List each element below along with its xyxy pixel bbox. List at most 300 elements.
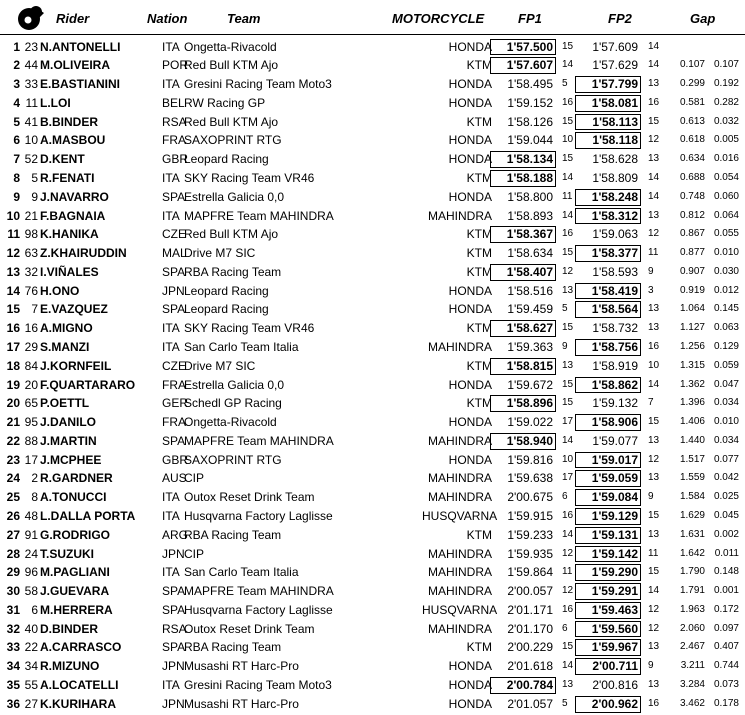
cell-moto: HONDA <box>448 678 492 693</box>
cell-nat: MAL <box>162 246 187 261</box>
cell-l2: 3 <box>648 284 654 296</box>
cell-nat: POR <box>162 58 189 73</box>
cell-fp1: 1'59.044 <box>507 133 553 148</box>
cell-name: P.OETTL <box>40 396 90 411</box>
cell-num: 6 <box>31 602 38 617</box>
header-fp2: FP2 <box>608 11 632 26</box>
cell-name: J.NAVARRO <box>40 189 109 204</box>
cell-gap: 0.613 <box>679 115 705 127</box>
cell-fp2: 1'59.967 <box>580 638 638 657</box>
cell-fp1: 1'58.516 <box>507 283 553 298</box>
cell-moto: HONDA <box>448 133 492 148</box>
cell-fp1: 1'58.634 <box>507 246 553 261</box>
cell-team: Red Bull KTM Ajo <box>184 58 279 73</box>
cell-team: Ongetta-Rivacold <box>184 39 277 54</box>
cell-l2: 15 <box>648 416 660 428</box>
cell-fp1: 1'58.896 <box>495 394 553 413</box>
cell-moto: HONDA <box>448 152 492 167</box>
table-row <box>0 394 745 413</box>
cell-l1: 14 <box>562 59 574 71</box>
table-row <box>0 413 745 432</box>
cell-diff: 0.001 <box>713 585 739 597</box>
cell-l1: 16 <box>562 603 574 615</box>
table-row <box>0 188 745 207</box>
cell-team: RW Racing GP <box>184 95 266 110</box>
table-row <box>0 657 745 676</box>
cell-moto: HONDA <box>448 77 492 92</box>
cell-fp1: 1'58.134 <box>495 150 553 169</box>
cell-pos: 36 <box>6 696 20 711</box>
cell-fp1: 1'59.935 <box>507 546 553 561</box>
cell-diff: 0.010 <box>713 416 739 428</box>
cell-moto: KTM <box>466 246 492 261</box>
cell-nat: JPN <box>162 546 185 561</box>
cell-diff: 0.010 <box>713 247 739 259</box>
cell-num: 91 <box>24 527 38 542</box>
cell-pos: 30 <box>6 584 20 599</box>
cell-diff: 0.012 <box>713 284 739 296</box>
cell-team: RBA Racing Team <box>184 527 282 542</box>
table-row <box>0 526 745 545</box>
cell-nat: ITA <box>162 39 180 54</box>
cell-fp2: 1'58.756 <box>580 338 638 357</box>
cell-name: J.DANILO <box>40 415 97 430</box>
cell-team: Estrella Galicia 0,0 <box>184 189 285 204</box>
cell-nat: ITA <box>162 170 180 185</box>
cell-pos: 19 <box>6 377 20 392</box>
cell-team: San Carlo Team Italia <box>184 565 299 580</box>
cell-team: Estrella Galicia 0,0 <box>184 377 285 392</box>
cell-l1: 17 <box>562 416 574 428</box>
cell-diff: 0.005 <box>713 134 739 146</box>
table-row <box>0 207 745 226</box>
cell-gap: 1.559 <box>679 472 705 484</box>
cell-gap: 3.284 <box>679 679 705 691</box>
cell-l2: 13 <box>648 641 660 653</box>
cell-num: 84 <box>24 358 38 373</box>
cell-fp2: 1'58.564 <box>580 300 638 319</box>
cell-l2: 13 <box>648 209 660 221</box>
cell-fp2: 1'58.419 <box>580 282 638 301</box>
cell-num: 27 <box>24 696 38 711</box>
cell-nat: SPA <box>162 584 186 599</box>
cell-fp2: 1'58.312 <box>580 207 638 226</box>
cell-l2: 14 <box>648 40 660 52</box>
cell-pos: 8 <box>13 170 20 185</box>
cell-nat: ITA <box>162 208 180 223</box>
cell-num: 40 <box>24 621 38 636</box>
cell-num: 41 <box>24 114 38 129</box>
cell-num: 98 <box>24 227 38 242</box>
cell-gap: 1.584 <box>679 491 705 503</box>
cell-pos: 33 <box>6 640 20 655</box>
cell-diff: 0.042 <box>713 472 739 484</box>
cell-l1: 12 <box>562 265 574 277</box>
cell-l2: 13 <box>648 472 660 484</box>
cell-l2: 13 <box>648 434 660 446</box>
table-row <box>0 131 745 150</box>
cell-moto: HONDA <box>448 283 492 298</box>
cell-diff: 0.060 <box>713 190 739 202</box>
cell-name: A.TONUCCI <box>40 490 107 505</box>
cell-nat: ITA <box>162 77 180 92</box>
cell-fp2: 1'58.113 <box>580 113 638 132</box>
cell-l1: 15 <box>562 153 574 165</box>
cell-l1: 15 <box>562 378 574 390</box>
cell-moto: KTM <box>466 58 492 73</box>
cell-diff: 0.407 <box>713 641 739 653</box>
cell-moto: HONDA <box>448 415 492 430</box>
cell-l1: 5 <box>562 78 568 90</box>
cell-l1: 13 <box>562 359 574 371</box>
cell-moto: KTM <box>466 640 492 655</box>
cell-team: SAXOPRINT RTG <box>184 133 282 148</box>
cell-fp2: 1'58.628 <box>592 152 638 167</box>
cell-l2: 13 <box>648 303 660 315</box>
cell-diff: 0.047 <box>713 378 739 390</box>
cell-num: 22 <box>24 640 38 655</box>
header-gap: Gap <box>690 11 716 26</box>
cell-team: Gresini Racing Team Moto3 <box>184 678 332 693</box>
cell-gap: 1.064 <box>679 303 705 315</box>
cell-diff: 0.073 <box>713 679 739 691</box>
cell-name: F.BAGNAIA <box>40 208 106 223</box>
cell-num: 48 <box>24 509 38 523</box>
cell-l2: 11 <box>648 547 659 559</box>
table-row <box>0 169 745 188</box>
cell-fp1: 2'00.229 <box>507 640 553 655</box>
cell-diff: 0.129 <box>713 340 739 352</box>
cell-diff: 0.063 <box>713 322 739 334</box>
cell-moto: HONDA <box>448 659 492 674</box>
header-nation: Nation <box>147 11 188 26</box>
cell-moto: KTM <box>466 358 492 373</box>
cell-team: Drive M7 SIC <box>184 246 256 261</box>
cell-fp1: 2'00.057 <box>507 584 553 599</box>
cell-moto: HONDA <box>448 302 492 317</box>
table-row <box>0 469 745 488</box>
cell-team: Outox Reset Drink Team <box>184 490 315 505</box>
cell-l2: 9 <box>648 491 654 503</box>
header-motorcycle: MOTORCYCLE <box>392 11 485 26</box>
cell-fp2: 1'59.077 <box>592 433 638 448</box>
cell-name: E.BASTIANINI <box>40 77 121 92</box>
cell-team: Leopard Racing <box>184 302 269 317</box>
cell-fp2: 1'59.290 <box>580 563 638 582</box>
cell-fp1: 1'58.893 <box>507 208 553 223</box>
cell-l1: 12 <box>562 585 574 597</box>
cell-name: J.GUEVARA <box>40 584 110 599</box>
cell-diff: 0.064 <box>713 209 739 221</box>
cell-l1: 5 <box>562 303 568 315</box>
cell-name: J.MARTIN <box>40 433 97 448</box>
cell-l1: 9 <box>562 340 568 352</box>
cell-name: L.DALLA PORTA <box>40 509 136 523</box>
cell-gap: 0.907 <box>679 265 705 277</box>
table-row <box>0 319 745 338</box>
cell-num: 33 <box>24 77 38 92</box>
cell-fp2: 1'58.732 <box>592 321 638 336</box>
cell-fp2: 2'00.962 <box>580 695 638 714</box>
cell-diff: 0.744 <box>713 660 739 672</box>
cell-pos: 29 <box>6 565 20 580</box>
cell-nat: ITA <box>162 678 180 693</box>
cell-fp2: 1'58.809 <box>592 170 638 185</box>
cell-fp2: 1'59.084 <box>580 488 638 507</box>
cell-team: Musashi RT Harc-Pro <box>184 696 299 711</box>
cell-diff: 0.282 <box>713 96 739 108</box>
cell-gap: 1.396 <box>679 397 705 409</box>
cell-diff: 0.011 <box>714 547 739 559</box>
cell-nat: JPN <box>162 659 185 674</box>
cell-nat: ITA <box>162 321 180 336</box>
cell-gap: 2.467 <box>679 641 705 653</box>
cell-name: G.RODRIGO <box>40 527 111 542</box>
cell-name: M.OLIVEIRA <box>40 58 111 73</box>
cell-nat: GBR <box>162 152 189 167</box>
table-row <box>0 56 745 75</box>
cell-pos: 4 <box>13 95 20 110</box>
cell-name: D.BINDER <box>40 621 99 636</box>
cell-team: Husqvarna Factory Laglisse <box>184 509 333 523</box>
cell-moto: HONDA <box>448 377 492 392</box>
cell-diff: 0.032 <box>713 115 739 127</box>
cell-fp2: 1'58.919 <box>592 358 638 373</box>
cell-moto: KTM <box>466 264 492 279</box>
cell-l2: 14 <box>648 190 660 202</box>
cell-name: S.MANZI <box>40 339 90 354</box>
cell-moto: MAHINDRA <box>427 471 492 486</box>
cell-fp2: 2'00.816 <box>592 678 638 693</box>
table-row <box>0 582 745 601</box>
cell-pos: 28 <box>6 546 20 561</box>
cell-fp2: 1'58.081 <box>580 94 638 113</box>
cell-diff: 0.145 <box>713 303 739 315</box>
table-row <box>0 563 745 582</box>
cell-fp2: 1'57.799 <box>580 75 638 94</box>
cell-team: San Carlo Team Italia <box>184 339 299 354</box>
cell-l2: 15 <box>648 566 660 578</box>
cell-pos: 25 <box>6 490 20 505</box>
cell-nat: AUS <box>162 471 187 486</box>
cell-gap: 1.127 <box>679 322 705 334</box>
cell-pos: 18 <box>6 358 20 373</box>
cell-nat: FRA <box>162 133 186 148</box>
cell-team: CIP <box>184 471 205 486</box>
cell-gap: 1.315 <box>679 359 705 371</box>
cell-l2: 14 <box>648 59 660 71</box>
cell-fp1: 1'59.638 <box>507 471 553 486</box>
cell-team: SKY Racing Team VR46 <box>184 170 315 185</box>
cell-pos: 1 <box>13 39 20 54</box>
cell-l1: 14 <box>562 528 574 540</box>
table-row <box>0 488 745 507</box>
cell-fp2: 1'59.463 <box>580 601 638 620</box>
cell-gap: 0.748 <box>679 190 705 202</box>
cell-fp1: 1'57.500 <box>495 38 553 57</box>
cell-l1: 15 <box>562 397 574 409</box>
table-row <box>0 282 745 301</box>
cell-name: T.SUZUKI <box>40 546 94 561</box>
cell-l1: 11 <box>562 566 573 578</box>
cell-gap: 1.362 <box>679 378 705 390</box>
cell-pos: 2 <box>13 58 20 73</box>
cell-nat: CZE <box>162 227 186 242</box>
cell-gap: 0.634 <box>679 153 705 165</box>
cell-moto: MAHINDRA <box>427 339 492 354</box>
cell-team: MAPFRE Team MAHINDRA <box>184 208 334 223</box>
cell-fp2: 1'59.129 <box>580 507 638 526</box>
cell-num: 20 <box>24 377 38 392</box>
cell-num: 29 <box>24 339 38 354</box>
cell-gap: 1.406 <box>679 416 705 428</box>
cell-gap: 3.211 <box>680 660 705 672</box>
cell-pos: 34 <box>6 659 20 674</box>
cell-pos: 20 <box>6 396 20 411</box>
cell-l1: 6 <box>562 622 568 634</box>
cell-fp2: 1'59.017 <box>580 451 638 470</box>
header-rider: Rider <box>56 11 90 26</box>
cell-l2: 9 <box>648 265 654 277</box>
cell-num: 5 <box>31 170 38 185</box>
cell-team: Red Bull KTM Ajo <box>184 114 279 129</box>
cell-num: 32 <box>24 264 38 279</box>
table-row <box>0 75 745 94</box>
cell-fp1: 1'59.233 <box>507 527 553 542</box>
cell-pos: 23 <box>6 452 20 467</box>
cell-moto: HONDA <box>448 95 492 110</box>
cell-name: Z.KHAIRUDDIN <box>40 246 127 261</box>
cell-fp1: 2'01.171 <box>507 602 553 617</box>
cell-fp1: 1'58.800 <box>507 189 553 204</box>
cell-l2: 15 <box>648 510 660 521</box>
cell-team: Outox Reset Drink Team <box>184 621 315 636</box>
header-divider <box>0 34 745 35</box>
cell-moto: HUSQVARNA <box>422 509 498 523</box>
cell-gap: 0.107 <box>679 59 705 71</box>
cell-nat: SPA <box>162 640 186 655</box>
table-row <box>0 150 745 169</box>
cell-num: 8 <box>31 490 38 505</box>
table-row <box>0 638 745 657</box>
cell-num: 10 <box>24 133 38 148</box>
cell-nat: FRA <box>162 377 186 392</box>
cell-name: I.VIÑALES <box>40 264 99 279</box>
table-row <box>0 244 745 263</box>
cell-team: RBA Racing Team <box>184 264 282 279</box>
cell-fp1: 1'58.188 <box>495 169 553 188</box>
cell-name: R.FENATI <box>40 170 95 185</box>
cell-l2: 12 <box>648 453 660 465</box>
cell-l1: 14 <box>562 660 574 672</box>
cell-num: 21 <box>24 208 38 223</box>
cell-l2: 11 <box>648 247 659 259</box>
table-row <box>0 695 745 714</box>
cell-team: Schedl GP Racing <box>184 396 282 411</box>
cell-num: 44 <box>24 58 38 73</box>
cell-fp1: 1'59.672 <box>507 377 553 392</box>
cell-gap: 2.060 <box>679 622 705 634</box>
cell-num: 88 <box>24 433 38 448</box>
cell-name: E.VAZQUEZ <box>40 302 108 317</box>
cell-fp2: 1'59.142 <box>580 545 638 564</box>
cell-name: D.KENT <box>40 152 85 167</box>
cell-num: 96 <box>24 565 38 580</box>
table-row <box>0 263 745 282</box>
cell-l2: 16 <box>648 697 660 709</box>
table-row <box>0 432 745 451</box>
cell-l1: 14 <box>562 434 574 446</box>
cell-pos: 27 <box>6 527 20 542</box>
cell-l1: 14 <box>562 209 574 221</box>
cell-nat: RSA <box>162 114 187 129</box>
cell-num: 76 <box>24 283 38 298</box>
cell-fp1: 1'59.459 <box>507 302 553 317</box>
cell-l1: 5 <box>562 697 568 709</box>
cell-l1: 16 <box>562 228 574 240</box>
cell-gap: 1.631 <box>679 528 705 540</box>
cell-pos: 24 <box>6 471 20 486</box>
cell-team: Ongetta-Rivacold <box>184 415 277 430</box>
cell-name: M.PAGLIANI <box>40 565 110 580</box>
table-row <box>0 300 745 319</box>
cell-num: 24 <box>24 546 38 561</box>
cell-diff: 0.055 <box>713 228 739 240</box>
cell-fp2: 1'57.609 <box>592 39 638 54</box>
cell-fp1: 1'59.152 <box>507 95 553 110</box>
cell-pos: 35 <box>6 678 20 693</box>
cell-pos: 26 <box>6 509 20 523</box>
cell-pos: 7 <box>13 152 20 167</box>
cell-nat: ITA <box>162 339 180 354</box>
cell-diff: 0.045 <box>713 510 739 521</box>
cell-pos: 22 <box>6 433 20 448</box>
cell-nat: CZE <box>162 358 186 373</box>
cell-diff: 0.077 <box>713 453 739 465</box>
cell-gap: 1.629 <box>679 510 705 521</box>
cell-team: Red Bull KTM Ajo <box>184 227 279 242</box>
table-row <box>0 451 745 470</box>
cell-moto: KTM <box>466 170 492 185</box>
cell-l1: 14 <box>562 171 574 183</box>
cell-moto: KTM <box>466 321 492 336</box>
cell-fp1: 1'59.915 <box>507 509 553 523</box>
cell-l2: 14 <box>648 585 660 597</box>
cell-name: N.ANTONELLI <box>40 39 121 54</box>
cell-l2: 13 <box>648 322 660 334</box>
cell-pos: 6 <box>13 133 20 148</box>
cell-l2: 16 <box>648 96 660 108</box>
cell-name: R.MIZUNO <box>40 659 100 674</box>
cell-gap: 3.462 <box>679 697 705 709</box>
cell-gap: 0.688 <box>679 171 705 183</box>
cell-moto: KTM <box>466 114 492 129</box>
cell-l1: 16 <box>562 510 574 521</box>
cell-l2: 12 <box>648 134 660 146</box>
cell-fp2: 1'58.248 <box>580 188 638 207</box>
cell-moto: HONDA <box>448 452 492 467</box>
cell-name: A.CARRASCO <box>40 640 122 655</box>
cell-gap: 0.919 <box>679 284 705 296</box>
cell-l1: 15 <box>562 322 574 334</box>
cell-team: RBA Racing Team <box>184 640 282 655</box>
cell-fp1: 1'57.607 <box>495 56 553 75</box>
cell-fp1: 1'58.627 <box>495 319 553 338</box>
cell-diff: 0.192 <box>713 78 739 90</box>
cell-pos: 3 <box>13 77 20 92</box>
cell-fp2: 2'00.711 <box>580 657 638 676</box>
cell-l1: 15 <box>562 40 574 52</box>
